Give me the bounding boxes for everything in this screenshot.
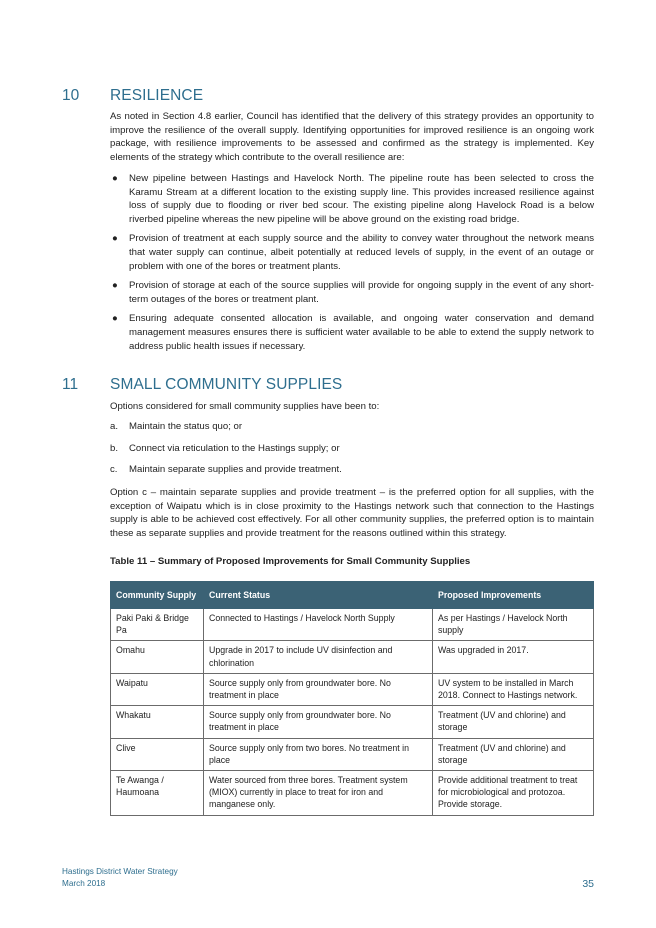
option-text: Connect via reticulation to the Hastings supply; or — [129, 442, 340, 454]
table-cell: Paki Paki & Bridge Pa — [111, 609, 204, 641]
option-text: Maintain separate supplies and provide treatment. — [129, 464, 342, 476]
table-cell: Source supply only from two bores. No treatment in place — [204, 738, 433, 770]
bullet-icon: ● — [112, 280, 118, 292]
column-header: Community Supply — [111, 582, 204, 609]
table-cell: Water sourced from three bores. Treatment system (MIOX) currently in place to treat for iron and manganese only. — [204, 771, 433, 816]
list-item — [110, 312, 594, 353]
bullet-icon: ● — [112, 173, 118, 184]
footer-info — [62, 866, 178, 890]
bullet-text: Ensuring adequate consented allocation is available, and ongoing water conservation and demand management measures ensures there is sufficient water available to be able to extend the supply network to address public health issues if necessary. — [129, 313, 594, 352]
footer-doc-title: Hastings District Water Strategy — [62, 867, 178, 876]
table-cell: Provide additional treatment to treat for microbiological and protozoa. Provide storage. — [433, 771, 594, 816]
column-header: Current Status — [204, 582, 433, 609]
section-11-conclusion: Option c – maintain separate supplies and provide treatment – is the preferred option for all supplies, with the exception of Waipatu which is in close proximity to the Hastings network such that connection to the Hastings supply is able to be achieved cost effectively. For all other community supplies, the preferred option is to maintain these as separate supplies and provide treatment for the reasons outlined within this strategy. — [110, 487, 594, 539]
table-cell: As per Hastings / Havelock North supply — [433, 609, 594, 641]
bullet-icon: ● — [112, 313, 118, 325]
section-10-intro: As noted in Section 4.8 earlier, Council has identified that the delivery of this strategy provides an opportunity to improve the resilience of the overall supply. Identifying opportunities for improved resilience is an ongoing work package, with resilience improvements to be assessed and confirmed as the strategy is implemented. Key elements of the strategy which contribute to the overall resilience are: — [110, 111, 594, 163]
list-item — [110, 232, 594, 273]
table-cell: Whakatu — [111, 706, 204, 738]
list-item — [110, 463, 594, 477]
section-number: 11 — [62, 376, 79, 393]
section-11-heading — [62, 376, 342, 394]
list-item — [110, 442, 594, 456]
table-cell: Upgrade in 2017 to include UV disinfection and chlorination — [204, 641, 433, 673]
option-text: Maintain the status quo; or — [129, 421, 243, 432]
table-cell: Omahu — [111, 641, 204, 673]
bullet-text: New pipeline between Hastings and Havelock North. The pipeline route has been selected to cross the Karamu Stream at a different location to the existing supply line. This provides increased resilience against loss of supply due to flooding or river bed scour. The existing pipeline along Havelock Road is a below riverbed pipeline whereas the new pipeline will be above ground on the existing road bridge. — [129, 173, 594, 225]
page-number: 35 — [582, 878, 594, 890]
table-cell: Clive — [111, 738, 204, 770]
table-cell: Treatment (UV and chlorine) and storage — [433, 706, 594, 738]
table-cell: Connected to Hastings / Havelock North Supply — [204, 609, 433, 641]
table-cell: Source supply only from groundwater bore. No treatment in place — [204, 673, 433, 705]
table-caption: Table 11 – Summary of Proposed Improvements for Small Community Supplies — [110, 556, 471, 567]
table-cell: UV system to be installed in March 2018. Connect to Hastings network. — [433, 673, 594, 705]
options-list — [110, 420, 594, 485]
table-cell: Waipatu — [111, 673, 204, 705]
table-cell: Source supply only from groundwater bore. No treatment in place — [204, 706, 433, 738]
table-row — [111, 673, 594, 705]
bullet-text: Provision of treatment at each supply source and the ability to convey water throughout the network means that water supply can continue, albeit potentially at reduced levels of supply, in the event of an outage or problem with one of the bores or treatment plants. — [129, 233, 594, 272]
bullet-text: Provision of storage at each of the source supplies will provide for ongoing supply in the event of any short-term outages of the bores or treatment plant. — [129, 280, 594, 305]
resilience-bullet-list — [110, 172, 594, 359]
list-item — [110, 172, 594, 226]
section-title: RESILIENCE — [110, 87, 204, 104]
list-item — [110, 279, 594, 306]
table-row — [111, 706, 594, 738]
section-11-intro: Options considered for small community supplies have been to: — [110, 401, 380, 412]
option-marker: c. — [110, 464, 118, 476]
option-marker: a. — [110, 421, 119, 432]
section-title: SMALL COMMUNITY SUPPLIES — [110, 376, 343, 393]
table-cell: Te Awanga / Haumoana — [111, 771, 204, 816]
table-row — [111, 738, 594, 770]
table-cell: Was upgraded in 2017. — [433, 641, 594, 673]
table-cell: Treatment (UV and chlorine) and storage — [433, 738, 594, 770]
bullet-icon: ● — [112, 233, 118, 245]
table-header-row — [111, 582, 594, 609]
table-row — [111, 641, 594, 673]
section-number: 10 — [62, 87, 80, 104]
section-10-heading — [62, 87, 203, 105]
improvements-table — [110, 581, 594, 816]
table-row — [111, 771, 594, 816]
column-header: Proposed Improvements — [433, 582, 594, 609]
list-item — [110, 420, 594, 434]
option-marker: b. — [110, 442, 119, 454]
footer-date: March 2018 — [62, 879, 106, 888]
table-row — [111, 609, 594, 641]
